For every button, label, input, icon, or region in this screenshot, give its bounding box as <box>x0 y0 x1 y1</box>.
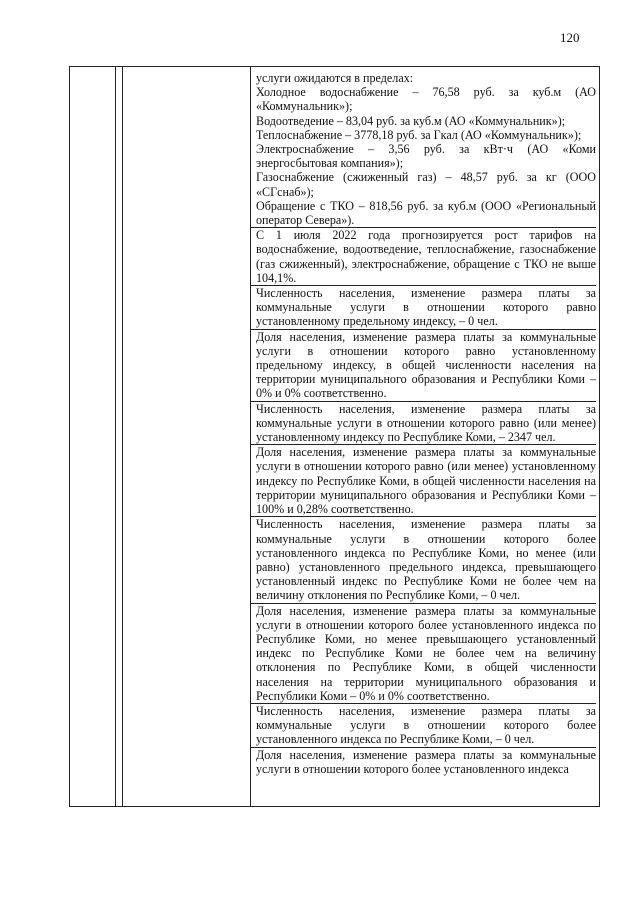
paragraph-pop-limit: Численность населения, изменение размера платы за коммунальные услуги в отношении которого равно установленному предельному индексу, – 0 чел. <box>250 285 596 329</box>
document-table <box>69 66 600 807</box>
paragraph-share-limit: Доля населения, изменение размера платы за коммунальные услуги в отношении которого равно установленному предельному индексу, в общей численности населения на территории муниципального образования и Республики Коми – 0% и 0% соответственно. <box>250 329 596 401</box>
paragraph-gas: Газоснабжение (сжиженный газ) – 48,57 руб. за кг (ООО «СГснаб»); <box>256 170 596 199</box>
paragraph-pop-between: Численность населения, изменение размера платы за коммунальные услуги в отношении которого более установленного индекса по Республике Коми, но менее (или равно) установленного предельного индекса, превышающего установленный индекс по Республике Коми не более чем на величину отклонения по Республике Коми, – 0 чел. <box>250 516 596 602</box>
paragraph-cold-water: Холодное водоснабжение – 76,58 руб. за куб.м (АО «Коммунальник»); <box>256 85 596 114</box>
paragraph-pop-above: Численность населения, изменение размера платы за коммунальные услуги в отношении которого более установленного индекса по Республике Коми, – 0 чел. <box>250 703 596 747</box>
paragraph-intro: услуги ожидаются в пределах: <box>256 71 414 85</box>
column-divider <box>115 67 116 806</box>
paragraph-share-equal-or-less: Доля населения, изменение размера платы за коммунальные услуги в отношении которого равно (или менее) установленному индексу по Республике Коми, в общей численности населения на территории муниципального образования и Республики Коми – 100% и 0,28% соответственно. <box>250 444 596 516</box>
paragraph-electricity: Электроснабжение – 3,56 руб. за кВт·ч (АО «Коми энергосбытовая компания»); <box>256 142 596 171</box>
paragraph-waste: Обращение с ТКО – 818,56 руб. за куб.м (ООО «Региональный оператор Севера»). <box>256 198 596 228</box>
page-number: 120 <box>560 30 580 45</box>
paragraph-sewerage: Водоотведение – 83,04 руб. за куб.м (АО «Коммунальник»); <box>256 113 566 128</box>
paragraph-heating: Теплоснабжение – 3778,18 руб. за Гкал (АО «Коммунальник»); <box>256 127 582 142</box>
paragraph-pop-equal-or-less: Численность населения, изменение размера платы за коммунальные услуги в отношении которого равно (или менее) установленному индексу по Республике Коми, – 2347 чел. <box>250 401 596 445</box>
paragraph-share-between: Доля населения, изменение размера платы за коммунальные услуги в отношении которого более установленного индекса по Республике Коми, но менее превышающего установленный индекс по Республике Коми не более чем на величину отклонения по Республике Коми, в общей численности населения на территории муниципального образования и Республики Коми – 0% и 0% соответственно. <box>250 603 596 703</box>
content-cell <box>256 71 596 776</box>
column-divider <box>122 67 123 806</box>
paragraph-share-above: Доля населения, изменение размера платы за коммунальные услуги в отношении которого более установленного индекса <box>250 747 596 776</box>
paragraph-forecast: С 1 июля 2022 года прогнозируется рост тарифов на водоснабжение, водоотведение, теплоснабжение, газоснабжение (газ сжиженный), электроснабжение, обращение с ТКО не выше 104,1%. <box>250 227 596 285</box>
